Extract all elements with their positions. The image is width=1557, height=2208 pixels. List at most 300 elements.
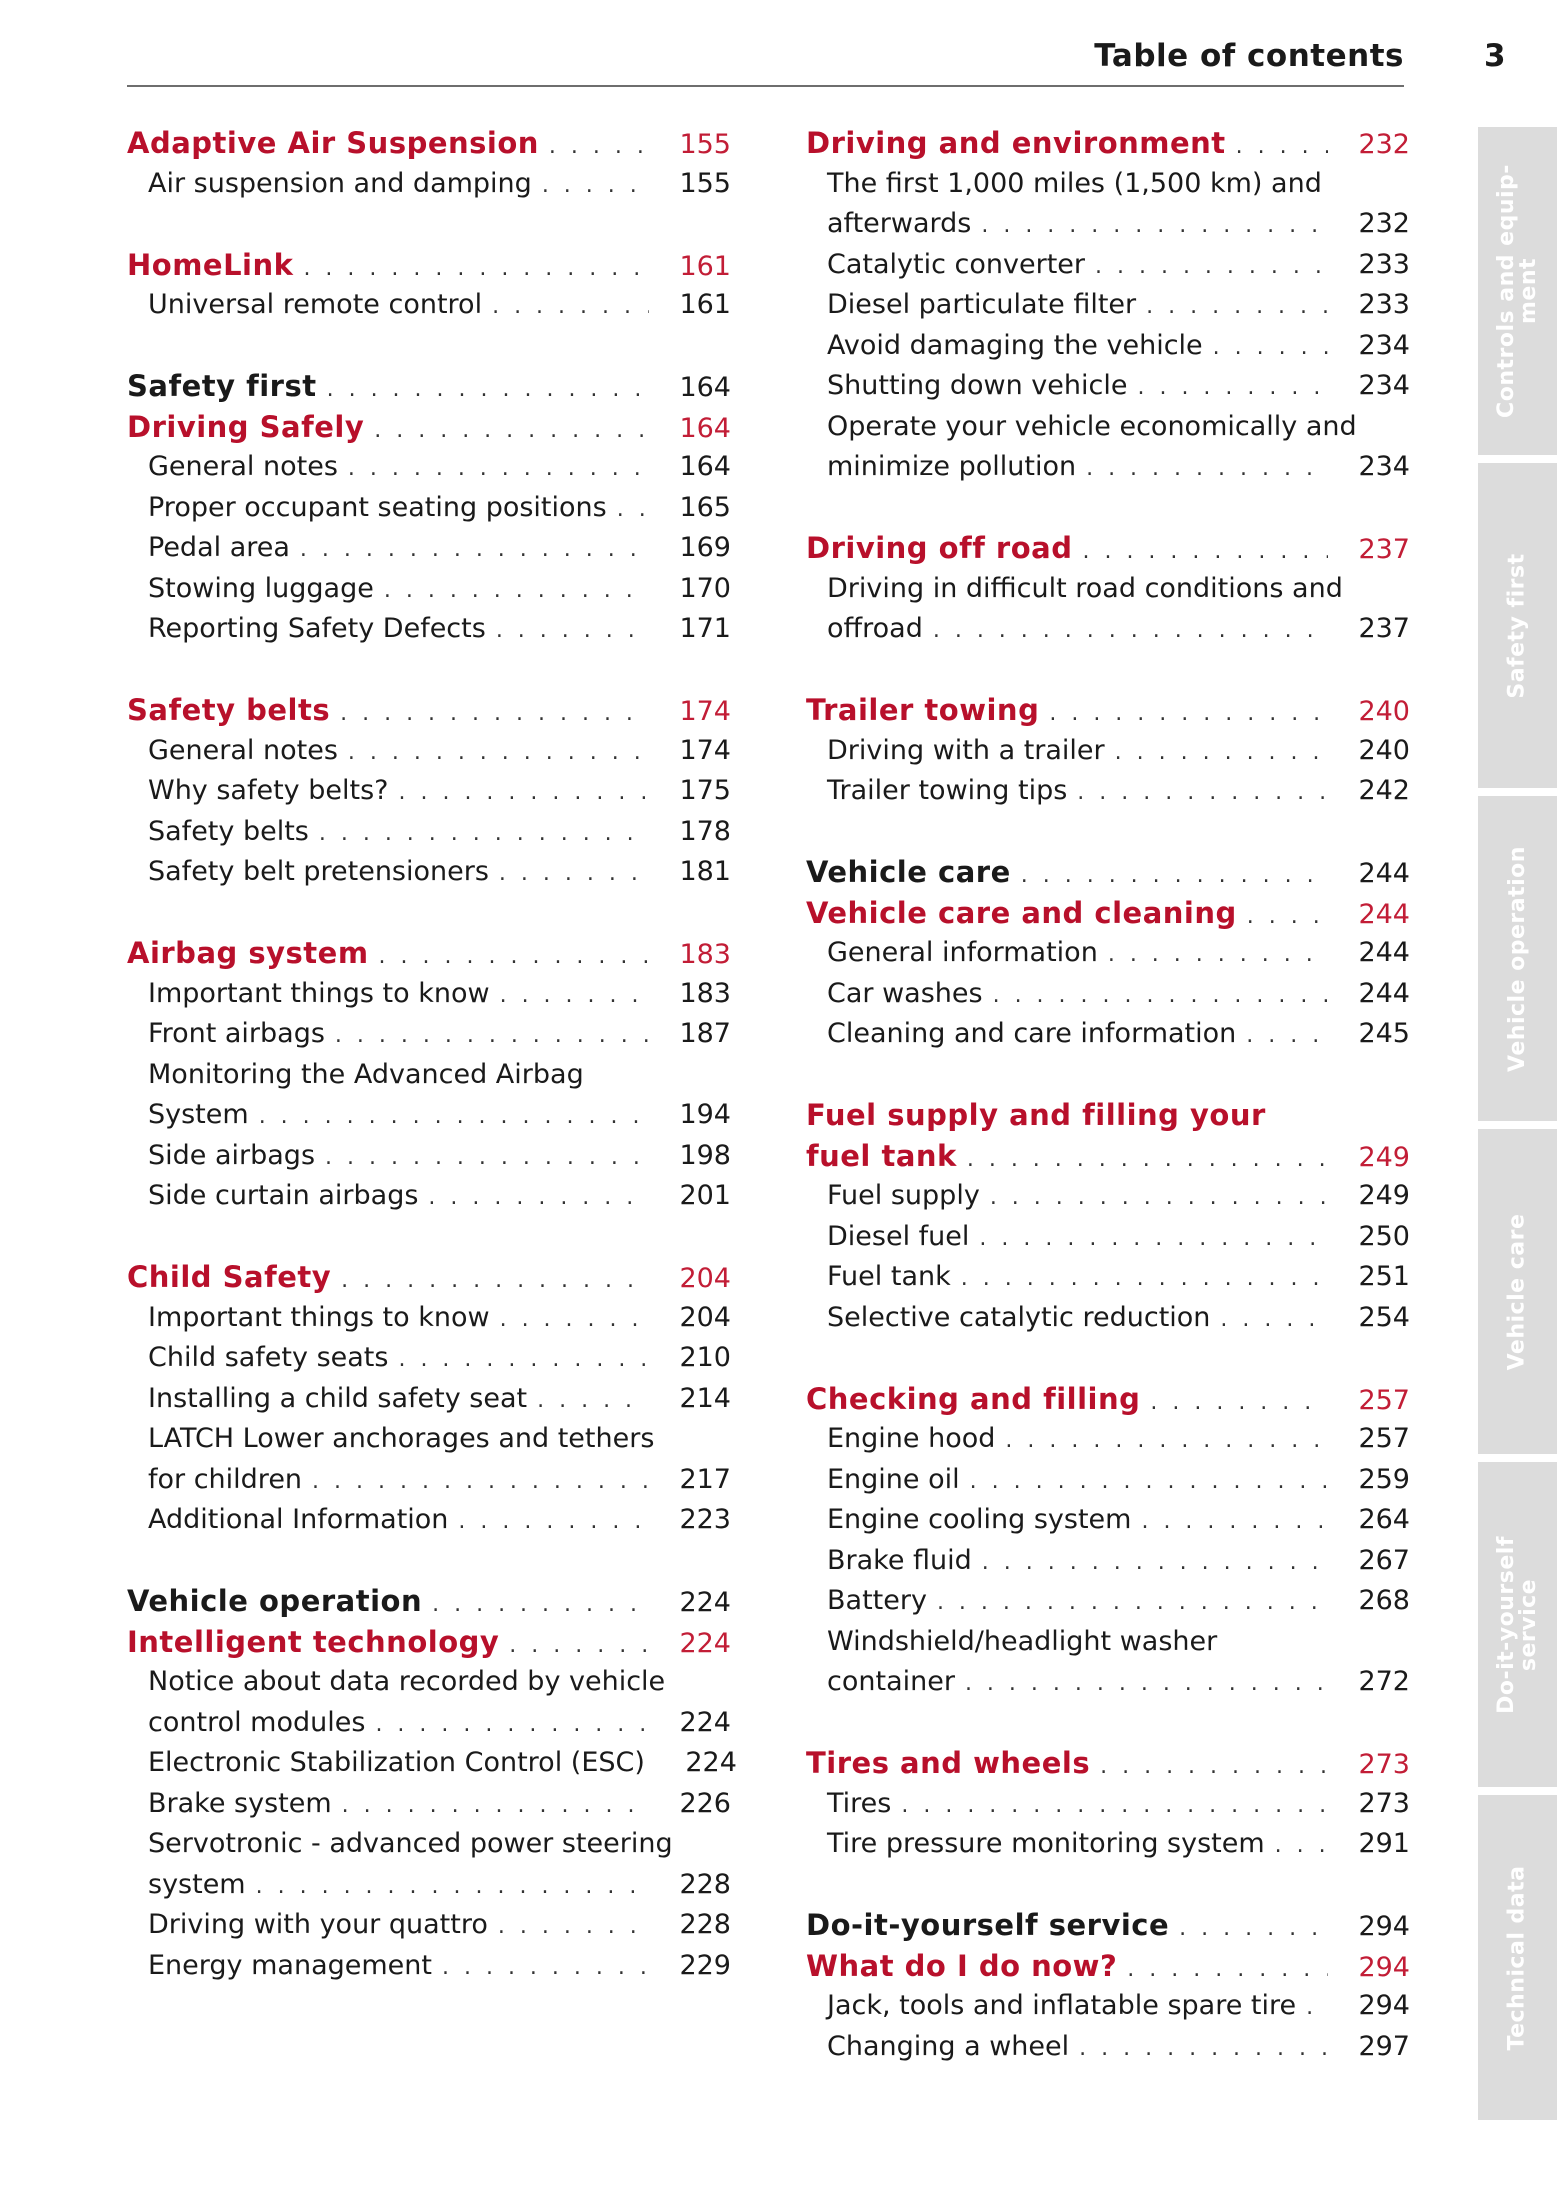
toc-page-number: 291 bbox=[1358, 1828, 1410, 1859]
toc-page-number: 294 bbox=[1358, 1951, 1410, 1983]
toc-page-number: 244 bbox=[1358, 977, 1410, 1009]
toc-page-number: 204 bbox=[679, 1301, 731, 1333]
toc-leader-dots bbox=[1306, 1988, 1328, 2029]
toc-entry-title: The first 1,000 miles (1,500 km) and bbox=[827, 167, 1322, 199]
toc-entry-row[interactable] bbox=[127, 1014, 731, 1055]
toc-entry-row[interactable] bbox=[127, 852, 731, 893]
toc-entry-row[interactable] bbox=[127, 1095, 731, 1136]
toc-page-number: 233 bbox=[1358, 289, 1410, 320]
toc-entry-title: System bbox=[148, 1099, 249, 1130]
toc-entry-row[interactable] bbox=[806, 1662, 1410, 1703]
toc-entry-row[interactable] bbox=[806, 1176, 1410, 1217]
toc-entry-row[interactable] bbox=[127, 1905, 731, 1946]
toc-leader-dots bbox=[398, 1340, 649, 1381]
toc-page-number: 251 bbox=[1358, 1261, 1410, 1292]
toc-chapter-title: Vehicle operation bbox=[127, 1584, 423, 1618]
toc-entry-row bbox=[127, 1055, 731, 1096]
toc-page-number: 249 bbox=[1358, 1180, 1410, 1211]
toc-page-number: 234 bbox=[1358, 370, 1410, 401]
toc-entry-row[interactable] bbox=[127, 488, 731, 529]
toc-entry-title: container bbox=[827, 1666, 955, 1697]
toc-entry-row[interactable] bbox=[806, 1298, 1410, 1339]
toc-chapter-title: Driving and environment bbox=[806, 126, 1226, 160]
page-number: 3 bbox=[1484, 38, 1506, 74]
toc-entry-title: Diesel particulate filter bbox=[827, 289, 1137, 320]
toc-leader-dots bbox=[1082, 532, 1328, 573]
toc-entry-row[interactable] bbox=[806, 1581, 1410, 1622]
toc-entry-title: Why safety belts? bbox=[148, 775, 389, 806]
side-tab-vehicle-operation[interactable] bbox=[1478, 796, 1557, 1121]
toc-leader-dots bbox=[1127, 1950, 1328, 1991]
toc-chapter-title: Fuel supply and filling your bbox=[806, 1098, 1266, 1132]
toc-chapter-title: Trailer towing bbox=[806, 693, 1040, 727]
toc-chapter-title: Child Safety bbox=[127, 1260, 332, 1294]
toc-chapter-title: Do-it-yourself service bbox=[806, 1908, 1170, 1942]
toc-entry-title: Proper occupant seating positions bbox=[148, 491, 607, 523]
toc-page-number: 224 bbox=[679, 1587, 731, 1618]
toc-leader-dots bbox=[982, 1543, 1328, 1584]
toc-page-number: 273 bbox=[1358, 1787, 1410, 1819]
toc-entry-title: General notes bbox=[148, 734, 338, 766]
toc-entry-title: Selective catalytic reduction bbox=[827, 1301, 1211, 1333]
toc-page-number: 294 bbox=[1358, 1911, 1410, 1942]
side-tab-vehicle-care[interactable] bbox=[1478, 1129, 1557, 1454]
toc-entry-title: Driving in difficult road conditions and bbox=[827, 572, 1343, 604]
toc-entry-row[interactable] bbox=[806, 1500, 1410, 1541]
toc-entry-row bbox=[806, 407, 1410, 448]
toc-page-number: 249 bbox=[1358, 1141, 1410, 1173]
toc-entry-title: Avoid damaging the vehicle bbox=[827, 329, 1203, 361]
toc-entry-title: Installing a child safety seat bbox=[148, 1382, 528, 1414]
toc-entry-row[interactable] bbox=[806, 285, 1410, 326]
toc-page-number: 164 bbox=[679, 451, 731, 482]
toc-entry-row[interactable] bbox=[127, 771, 731, 812]
toc-chapter-title: Intelligent technology bbox=[127, 1624, 500, 1659]
toc-entry-title: Air suspension and damping bbox=[148, 167, 532, 199]
toc-page-number: 254 bbox=[1358, 1301, 1410, 1333]
toc-leader-dots bbox=[1100, 1747, 1328, 1788]
toc-page-number: 232 bbox=[1358, 129, 1410, 160]
toc-page-number: 257 bbox=[1358, 1423, 1410, 1454]
toc-page-number: 240 bbox=[1358, 734, 1410, 766]
toc-page-number: 224 bbox=[679, 1627, 731, 1659]
toc-chapter-row[interactable] bbox=[127, 933, 731, 974]
toc-chapter-title: Adaptive Air Suspension bbox=[127, 126, 539, 160]
toc-page-number: 155 bbox=[679, 129, 731, 160]
toc-chapter-row[interactable] bbox=[806, 1905, 1410, 1946]
toc-page-number: 228 bbox=[679, 1868, 731, 1900]
toc-page-number: 181 bbox=[679, 856, 731, 887]
toc-chapter-row[interactable] bbox=[127, 1581, 731, 1622]
toc-leader-dots bbox=[340, 694, 649, 735]
toc-page-number: 268 bbox=[1358, 1585, 1410, 1616]
toc-page-number: 187 bbox=[679, 1018, 731, 1049]
toc-leader-dots bbox=[1275, 1826, 1328, 1867]
toc-leader-dots bbox=[496, 611, 649, 652]
toc-entry-row[interactable] bbox=[127, 731, 731, 772]
toc-entry-title: LATCH Lower anchorages and tethers bbox=[148, 1423, 655, 1454]
toc-chapter-row[interactable] bbox=[127, 1622, 731, 1663]
toc-leader-dots bbox=[1246, 1016, 1328, 1057]
toc-page-number: 257 bbox=[1358, 1384, 1410, 1416]
toc-page-number: 171 bbox=[679, 613, 731, 644]
toc-leader-dots bbox=[303, 249, 649, 290]
toc-leader-dots bbox=[256, 1867, 649, 1908]
toc-entry-title: Important things to know bbox=[148, 977, 490, 1009]
toc-entry-row[interactable] bbox=[127, 1338, 731, 1379]
toc-entry-row[interactable] bbox=[806, 1541, 1410, 1582]
toc-chapter-row[interactable] bbox=[806, 1946, 1410, 1987]
toc-entry-row[interactable] bbox=[806, 1217, 1410, 1258]
toc-chapter-title: HomeLink bbox=[127, 247, 294, 282]
toc-page-number: 175 bbox=[679, 775, 731, 806]
toc-entry-row[interactable] bbox=[806, 609, 1410, 650]
toc-entry-title: for children bbox=[148, 1463, 303, 1495]
toc-page-number: 183 bbox=[679, 977, 731, 1009]
toc-entry-row[interactable] bbox=[127, 1460, 731, 1501]
toc-entry-title: Stowing luggage bbox=[148, 572, 374, 604]
toc-entry-row[interactable] bbox=[806, 245, 1410, 286]
toc-chapter-row[interactable] bbox=[806, 1379, 1410, 1420]
toc-leader-dots bbox=[432, 1585, 649, 1626]
toc-leader-dots bbox=[1150, 1383, 1328, 1424]
toc-page-number: 297 bbox=[1358, 2030, 1410, 2062]
toc-entry-row[interactable] bbox=[127, 1743, 737, 1784]
toc-leader-dots bbox=[312, 1462, 649, 1503]
toc-leader-dots bbox=[509, 1626, 649, 1667]
toc-chapter-title: Tires and wheels bbox=[806, 1746, 1091, 1780]
toc-entry-title: Diesel fuel bbox=[827, 1220, 970, 1252]
toc-entry-row bbox=[127, 1662, 731, 1703]
toc-leader-dots bbox=[342, 1786, 649, 1827]
toc-entry-title: Important things to know bbox=[148, 1301, 490, 1333]
toc-entry-title: Changing a wheel bbox=[827, 2030, 1070, 2062]
side-tab-label: ment bbox=[1515, 257, 1541, 325]
toc-entry-title: Engine oil bbox=[827, 1463, 960, 1495]
side-tab-do-it-yourself-service[interactable] bbox=[1478, 1462, 1557, 1787]
toc-chapter-title: Vehicle care and cleaning bbox=[806, 895, 1237, 930]
toc-chapter-row[interactable] bbox=[806, 528, 1410, 569]
toc-page-number: 201 bbox=[679, 1180, 731, 1211]
toc-chapter-row bbox=[806, 1095, 1410, 1136]
toc-chapter-title: What do I do now? bbox=[806, 1948, 1118, 1983]
toc-leader-dots bbox=[428, 1178, 649, 1219]
toc-entry-row[interactable] bbox=[127, 447, 731, 488]
toc-page-number: 240 bbox=[1358, 696, 1410, 727]
toc-leader-dots bbox=[1077, 773, 1328, 814]
toc-chapter-title: Airbag system bbox=[127, 936, 369, 970]
toc-entry-row[interactable] bbox=[127, 285, 731, 326]
toc-entry-title: Electronic Stabilization Control (ESC) bbox=[148, 1747, 645, 1778]
side-tab-safety-first[interactable] bbox=[1478, 463, 1557, 788]
toc-entry-title: Cleaning and care information bbox=[827, 1018, 1237, 1049]
toc-leader-dots bbox=[937, 1583, 1328, 1624]
toc-page-number: 294 bbox=[1358, 1990, 1410, 2021]
toc-entry-title: Jack, tools and inflatable spare tire bbox=[827, 1990, 1297, 2021]
toc-leader-dots bbox=[901, 1786, 1328, 1827]
toc-page-number: 264 bbox=[1358, 1504, 1410, 1535]
toc-entry-row[interactable] bbox=[806, 933, 1410, 974]
toc-chapter-row[interactable] bbox=[127, 366, 731, 407]
toc-leader-dots bbox=[1021, 856, 1328, 897]
toc-leader-dots bbox=[375, 1705, 649, 1746]
toc-page-number: 214 bbox=[679, 1382, 731, 1414]
side-tab-label: Vehicle operation bbox=[1504, 845, 1530, 1072]
toc-entry-title: Additional Information bbox=[148, 1504, 449, 1535]
toc-leader-dots bbox=[500, 1300, 649, 1341]
toc-entry-row bbox=[806, 164, 1410, 205]
toc-leader-dots bbox=[442, 1948, 649, 1989]
toc-page-number: 237 bbox=[1358, 613, 1410, 644]
toc-leader-dots bbox=[961, 1259, 1328, 1300]
toc-page-number: 244 bbox=[1358, 858, 1410, 889]
toc-entry-row[interactable] bbox=[127, 812, 731, 853]
toc-entry-row[interactable] bbox=[127, 1298, 731, 1339]
toc-page-number: 223 bbox=[679, 1504, 731, 1535]
toc-page-number: 194 bbox=[679, 1099, 731, 1130]
toc-leader-dots bbox=[499, 854, 649, 895]
toc-page-number: 224 bbox=[679, 1706, 731, 1738]
toc-entry-title: Driving with your quattro bbox=[148, 1909, 488, 1940]
toc-entry-title: Child safety seats bbox=[148, 1342, 389, 1373]
toc-leader-dots bbox=[492, 287, 649, 328]
toc-right-column bbox=[806, 123, 1410, 2067]
toc-chapter-title: Driving off road bbox=[806, 531, 1073, 565]
toc-chapter-title: Checking and filling bbox=[806, 1381, 1141, 1416]
toc-leader-dots bbox=[1236, 127, 1328, 168]
toc-entry-title: Safety belt pretensioners bbox=[148, 856, 489, 887]
toc-leader-dots bbox=[979, 1219, 1328, 1260]
toc-entry-title: Car washes bbox=[827, 977, 983, 1009]
toc-chapter-row[interactable] bbox=[806, 1136, 1410, 1177]
toc-entry-title: minimize pollution bbox=[827, 451, 1077, 482]
toc-chapter-row[interactable] bbox=[806, 690, 1410, 731]
side-tab-label: service bbox=[1515, 1578, 1541, 1671]
side-tab-label: Controls and equip- bbox=[1493, 164, 1519, 418]
toc-leader-dots bbox=[335, 1016, 649, 1057]
toc-entry-row[interactable] bbox=[806, 1257, 1410, 1298]
toc-entry-row[interactable] bbox=[806, 1014, 1410, 1055]
toc-page-number: 174 bbox=[679, 696, 731, 727]
toc-leader-dots bbox=[325, 1138, 649, 1179]
toc-entry-title: Catalytic converter bbox=[827, 248, 1085, 280]
toc-page-number: 161 bbox=[679, 250, 731, 282]
toc-entry-title: afterwards bbox=[827, 208, 972, 239]
toc-entry-row[interactable] bbox=[127, 1136, 731, 1177]
toc-leader-dots bbox=[348, 733, 649, 774]
toc-chapter-title: Safety belts bbox=[127, 693, 331, 727]
toc-chapter-title: fuel tank bbox=[806, 1138, 957, 1173]
toc-entry-title: Brake fluid bbox=[827, 1544, 972, 1576]
side-tab-technical-data[interactable] bbox=[1478, 1795, 1557, 2120]
toc-page-number: 174 bbox=[679, 734, 731, 766]
toc-entry-row[interactable] bbox=[127, 1865, 731, 1906]
toc-entry-row[interactable] bbox=[127, 164, 731, 205]
toc-page-number: 267 bbox=[1358, 1544, 1410, 1576]
toc-entry-row[interactable] bbox=[806, 731, 1410, 772]
toc-leader-dots bbox=[933, 611, 1328, 652]
toc-leader-dots bbox=[1115, 733, 1328, 774]
toc-entry-row[interactable] bbox=[127, 974, 731, 1015]
toc-page-number: 226 bbox=[679, 1787, 731, 1819]
toc-leader-dots bbox=[379, 937, 649, 978]
toc-leader-dots bbox=[1137, 368, 1328, 409]
toc-entry-title: Pedal area bbox=[148, 532, 290, 563]
toc-entry-title: Side airbags bbox=[148, 1139, 316, 1171]
toc-leader-dots bbox=[549, 127, 649, 168]
toc-leader-dots bbox=[398, 773, 649, 814]
toc-entry-row bbox=[806, 569, 1410, 610]
toc-page-number: 273 bbox=[1358, 1749, 1410, 1780]
toc-entry-title: Front airbags bbox=[148, 1018, 325, 1049]
toc-entry-row bbox=[806, 1622, 1410, 1663]
toc-page-number: 245 bbox=[1358, 1018, 1410, 1049]
toc-leader-dots bbox=[1049, 694, 1328, 735]
toc-entry-row[interactable] bbox=[806, 1784, 1410, 1825]
toc-leader-dots bbox=[993, 976, 1328, 1017]
toc-page-number: 210 bbox=[679, 1342, 731, 1373]
toc-entry-title: system bbox=[148, 1868, 246, 1900]
toc-entry-row[interactable] bbox=[806, 2027, 1410, 2068]
toc-entry-title: Trailer towing tips bbox=[827, 775, 1068, 806]
toc-page-number: 234 bbox=[1358, 451, 1410, 482]
toc-entry-title: Monitoring the Advanced Airbag bbox=[148, 1058, 584, 1090]
toc-entry-row[interactable] bbox=[127, 609, 731, 650]
toc-entry-title: Fuel tank bbox=[827, 1261, 951, 1292]
toc-leader-dots bbox=[500, 976, 649, 1017]
toc-page-number: 165 bbox=[679, 491, 731, 523]
toc-leader-dots bbox=[374, 411, 649, 452]
toc-page-number: 161 bbox=[679, 289, 731, 320]
toc-chapter-row[interactable] bbox=[127, 1257, 731, 1298]
side-tab-label: Vehicle care bbox=[1504, 1213, 1530, 1370]
toc-page-number: 244 bbox=[1358, 937, 1410, 968]
toc-leader-dots bbox=[537, 1381, 649, 1422]
toc-page-number: 237 bbox=[1358, 534, 1410, 565]
toc-entry-title: Notice about data recorded by vehicle bbox=[148, 1666, 666, 1697]
toc-leader-dots bbox=[259, 1097, 649, 1138]
toc-entry-row[interactable] bbox=[127, 1703, 731, 1744]
toc-entry-row[interactable] bbox=[127, 1379, 731, 1420]
toc-chapter-row[interactable] bbox=[127, 407, 731, 448]
toc-entry-row[interactable] bbox=[806, 1824, 1410, 1865]
toc-left-column bbox=[127, 123, 737, 1986]
toc-chapter-row[interactable] bbox=[806, 1743, 1410, 1784]
toc-entry-title: Shutting down vehicle bbox=[827, 370, 1128, 401]
toc-entry-row[interactable] bbox=[127, 569, 731, 610]
toc-entry-title: Energy management bbox=[148, 1949, 432, 1981]
toc-entry-row[interactable] bbox=[806, 1986, 1410, 2027]
toc-entry-row[interactable] bbox=[806, 366, 1410, 407]
toc-entry-title: Tire pressure monitoring system bbox=[827, 1828, 1265, 1859]
toc-entry-title: Operate your vehicle economically and bbox=[827, 410, 1357, 442]
side-tab-controls-and-equipment[interactable] bbox=[1478, 127, 1557, 455]
toc-entry-row[interactable] bbox=[806, 447, 1410, 488]
toc-entry-title: Driving with a trailer bbox=[827, 734, 1105, 766]
toc-page-number: 155 bbox=[679, 167, 731, 199]
toc-entry-row[interactable] bbox=[127, 528, 731, 569]
toc-leader-dots bbox=[1005, 1421, 1328, 1462]
toc-entry-title: Windshield/headlight washer bbox=[827, 1625, 1218, 1657]
toc-leader-dots bbox=[458, 1502, 649, 1543]
toc-entry-row[interactable] bbox=[806, 771, 1410, 812]
toc-entry-row[interactable] bbox=[806, 204, 1410, 245]
toc-entry-title: control modules bbox=[148, 1706, 366, 1738]
toc-chapter-row[interactable] bbox=[806, 123, 1410, 164]
toc-entry-row[interactable] bbox=[806, 974, 1410, 1015]
toc-leader-dots bbox=[967, 1140, 1328, 1181]
toc-page-number: 232 bbox=[1358, 208, 1410, 239]
toc-entry-row bbox=[127, 1419, 731, 1460]
toc-leader-dots bbox=[384, 571, 649, 612]
toc-page-number: 217 bbox=[679, 1463, 731, 1495]
toc-chapter-row[interactable] bbox=[127, 690, 731, 731]
toc-page-number: 224 bbox=[685, 1747, 737, 1778]
toc-leader-dots bbox=[542, 166, 649, 207]
toc-leader-dots bbox=[1220, 1300, 1328, 1341]
side-tab-label: Do-it-yourself bbox=[1493, 1535, 1519, 1714]
side-tab-label: Safety first bbox=[1504, 552, 1530, 699]
toc-entry-row[interactable] bbox=[127, 1784, 731, 1825]
toc-leader-dots bbox=[319, 814, 649, 855]
toc-leader-dots bbox=[965, 1664, 1328, 1705]
toc-entry-title: General notes bbox=[148, 451, 338, 482]
toc-entry-row[interactable] bbox=[127, 1176, 731, 1217]
toc-entry-row[interactable] bbox=[806, 1460, 1410, 1501]
side-tab-label: Technical data bbox=[1504, 1865, 1530, 2050]
toc-leader-dots bbox=[617, 490, 649, 531]
toc-page-number: 228 bbox=[679, 1909, 731, 1940]
toc-entry-row[interactable] bbox=[127, 1946, 731, 1987]
toc-page-number: 244 bbox=[1358, 898, 1410, 930]
toc-leader-dots bbox=[1247, 897, 1328, 938]
toc-entry-row[interactable] bbox=[806, 326, 1410, 367]
toc-chapter-row[interactable] bbox=[127, 245, 731, 286]
toc-entry-title: Side curtain airbags bbox=[148, 1180, 419, 1211]
toc-leader-dots bbox=[990, 1178, 1328, 1219]
toc-page-number: 183 bbox=[679, 939, 731, 970]
toc-chapter-row[interactable] bbox=[806, 852, 1410, 893]
toc-entry-title: offroad bbox=[827, 613, 923, 644]
toc-entry-row[interactable] bbox=[127, 1500, 731, 1541]
toc-entry-title: Fuel supply bbox=[827, 1180, 980, 1211]
toc-page-number: 234 bbox=[1358, 329, 1410, 361]
toc-leader-dots bbox=[327, 370, 649, 411]
toc-page-number: 233 bbox=[1358, 248, 1410, 280]
toc-leader-dots bbox=[1213, 328, 1328, 369]
toc-entry-title: Servotronic - advanced power steering bbox=[148, 1828, 673, 1859]
toc-leader-dots bbox=[1108, 935, 1328, 976]
toc-leader-dots bbox=[348, 449, 649, 490]
toc-leader-dots bbox=[1179, 1909, 1328, 1950]
toc-page-number: 164 bbox=[679, 412, 731, 444]
toc-entry-row[interactable] bbox=[806, 1419, 1410, 1460]
toc-leader-dots bbox=[1095, 247, 1328, 288]
page-title: Table of contents bbox=[1094, 38, 1404, 74]
toc-page-number: 259 bbox=[1358, 1463, 1410, 1495]
toc-entry-title: Battery bbox=[827, 1585, 927, 1616]
toc-page-number: 178 bbox=[679, 815, 731, 847]
toc-entry-title: Engine hood bbox=[827, 1423, 996, 1454]
toc-entry-title: General information bbox=[827, 937, 1098, 968]
toc-chapter-title: Safety first bbox=[127, 369, 317, 403]
toc-entry-title: Tires bbox=[827, 1787, 892, 1819]
toc-page-number: 169 bbox=[679, 532, 731, 563]
toc-chapter-title: Vehicle care bbox=[806, 855, 1011, 889]
toc-chapter-row[interactable] bbox=[806, 893, 1410, 934]
toc-chapter-row[interactable] bbox=[127, 123, 731, 164]
toc-leader-dots bbox=[1079, 2029, 1328, 2070]
